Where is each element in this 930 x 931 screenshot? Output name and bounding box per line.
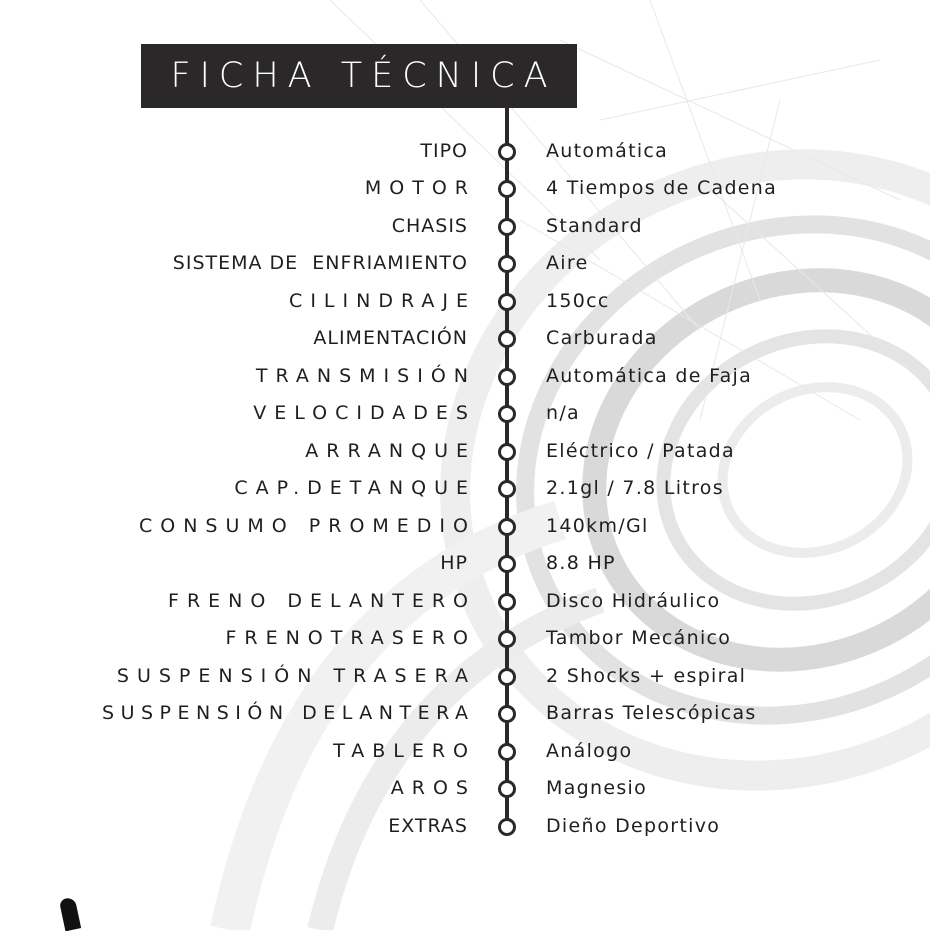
spec-value: 140km/Gl: [546, 515, 649, 537]
timeline-dot: [498, 480, 516, 498]
timeline-dot: [498, 143, 516, 161]
timeline-dot: [498, 255, 516, 273]
spec-value: Disco Hidráulico: [546, 590, 721, 612]
spec-value: Tambor Mecánico: [546, 627, 732, 649]
spec-label: SUSPENSIÓN DELANTERA: [102, 702, 475, 724]
spec-label: AROS: [390, 777, 476, 799]
spec-label: ARRANQUE: [305, 440, 476, 462]
spec-value: Barras Telescópicas: [546, 702, 757, 724]
spec-row-suspension-trasera: [0, 661, 930, 691]
spec-label: TRANSMISIÓN: [255, 365, 476, 387]
spec-label: VELOCIDADES: [253, 402, 476, 424]
spec-label: TABLERO: [333, 740, 476, 762]
spec-label: FRENO DELANTERO: [168, 590, 476, 612]
spec-value: Eléctrico / Patada: [546, 440, 735, 462]
spec-row-alimentacion: [0, 323, 930, 353]
spec-row-chasis: [0, 211, 930, 241]
spec-row-extras: [0, 811, 930, 841]
timeline-dot: [498, 668, 516, 686]
spec-value: 2.1gl / 7.8 Litros: [546, 477, 724, 499]
timeline-dot: [498, 705, 516, 723]
spec-row-transmision: [0, 361, 930, 391]
spec-label: FRENOTRASERO: [225, 627, 476, 649]
spec-row-cap-tanque: [0, 473, 930, 503]
spec-row-suspension-delantera: [0, 698, 930, 728]
spec-row-freno-trasero: [0, 623, 930, 653]
timeline-dot: [498, 330, 516, 348]
spec-value: 2 Shocks + espiral: [546, 665, 747, 687]
spec-label: CHASIS: [391, 215, 468, 237]
spec-value: Automática de Faja: [546, 365, 753, 387]
timeline-dot: [498, 818, 516, 836]
timeline-dot: [498, 180, 516, 198]
spec-row-consumo-promedio: [0, 511, 930, 541]
timeline-dot: [498, 780, 516, 798]
spec-label: HP: [440, 552, 468, 574]
spec-value: Carburada: [546, 327, 658, 349]
spec-value: Dieño Deportivo: [546, 815, 721, 837]
timeline-dot: [498, 443, 516, 461]
spec-label: CONSUMO PROMEDIO: [139, 515, 476, 537]
spec-value: 150cc: [546, 290, 610, 312]
spec-row-arranque: [0, 436, 930, 466]
timeline-dot: [498, 368, 516, 386]
spec-value: Análogo: [546, 740, 633, 762]
spec-row-tablero: [0, 736, 930, 766]
timeline-dot: [498, 293, 516, 311]
spec-row-aros: [0, 773, 930, 803]
spec-label: TIPO: [420, 140, 468, 162]
spec-label: SUSPENSIÓN TRASERA: [116, 665, 476, 687]
timeline-dot: [498, 593, 516, 611]
spec-value: Magnesio: [546, 777, 648, 799]
timeline-dot: [498, 405, 516, 423]
spec-value: Aire: [546, 252, 589, 274]
spec-label: EXTRAS: [388, 815, 468, 837]
spec-row-sistema-enfriamiento: [0, 248, 930, 278]
spec-value: 8.8 HP: [546, 552, 616, 574]
spec-row-tipo: [0, 136, 930, 166]
spec-value: Automática: [546, 140, 669, 162]
spec-label: CILINDRAJE: [289, 290, 476, 312]
spec-value: Standard: [546, 215, 643, 237]
spec-value: 4 Tiempos de Cadena: [546, 177, 778, 199]
spec-value: n/a: [546, 402, 580, 424]
spec-row-velocidades: [0, 398, 930, 428]
spec-label: MOTOR: [364, 177, 476, 199]
timeline-dot: [498, 743, 516, 761]
spec-label: SISTEMA DE ENFRIAMIENTO: [172, 252, 468, 274]
timeline-dot: [498, 218, 516, 236]
timeline-dot: [498, 518, 516, 536]
spec-label: CAP.DETANQUE: [234, 477, 476, 499]
spec-row-motor: [0, 173, 930, 203]
spec-row-hp: [0, 548, 930, 578]
spec-label: ALIMENTACIÓN: [313, 327, 468, 349]
page-title: FICHA TÉCNICA: [170, 56, 557, 96]
timeline-dot: [498, 555, 516, 573]
spec-row-freno-delantero: [0, 586, 930, 616]
timeline-dot: [498, 630, 516, 648]
page-title-box: [141, 44, 577, 108]
spec-row-cilindraje: [0, 286, 930, 316]
